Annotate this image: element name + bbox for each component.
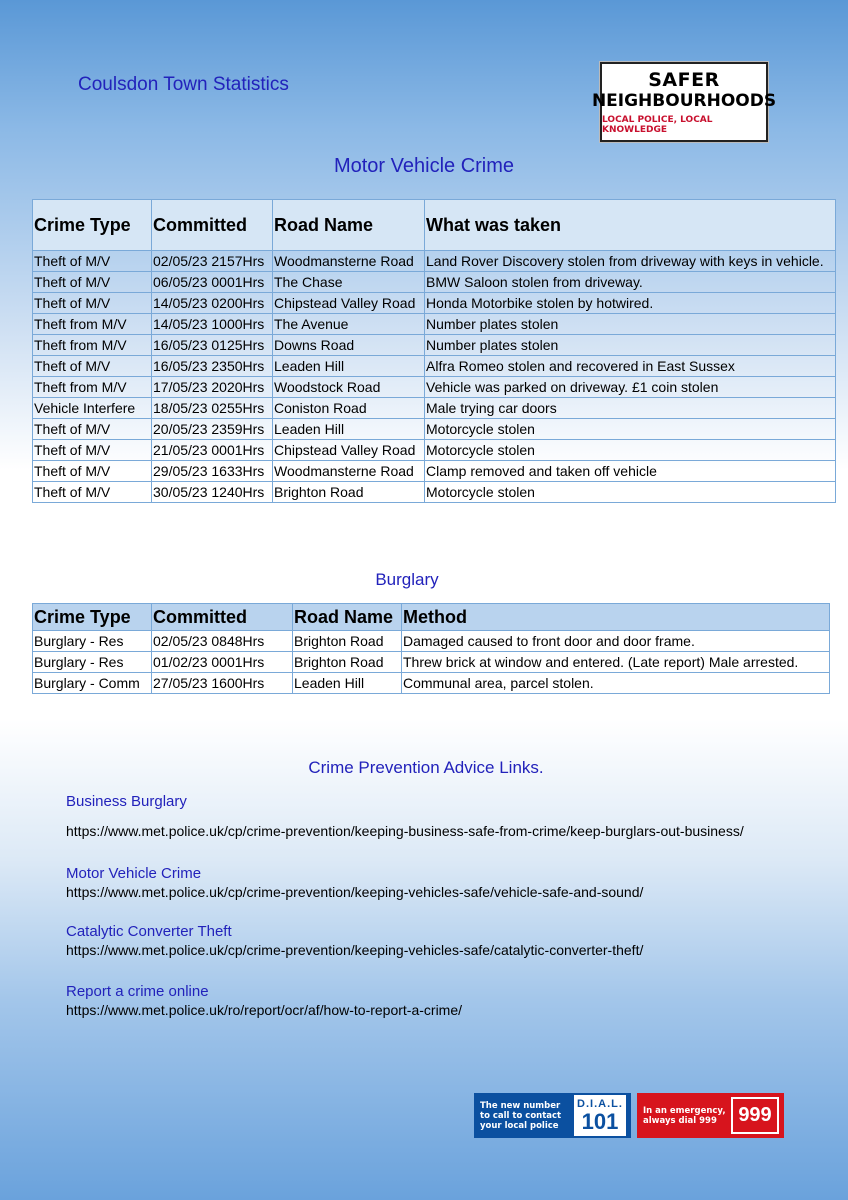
col-header-crime-type: Crime Type [33, 200, 152, 251]
link-url[interactable]: https://www.met.police.uk/cp/crime-prevention/keeping-vehicles-safe/vehicle-safe-and-sound/ [66, 884, 644, 900]
cell: 27/05/23 1600Hrs [152, 673, 293, 694]
cell: Vehicle Interfere [33, 398, 152, 419]
crime-prevention-heading: Crime Prevention Advice Links. [308, 758, 544, 777]
cell: Male trying car doors [425, 398, 836, 419]
cell: Chipstead Valley Road [273, 440, 425, 461]
table-row [33, 440, 836, 461]
col-header-road-name: Road Name [293, 604, 402, 631]
motor-vehicle-heading: Motor Vehicle Crime [333, 155, 515, 177]
cell: Theft of M/V [33, 419, 152, 440]
dial-999-text: In an emergency, always dial 999 [643, 1105, 726, 1126]
table-row [33, 335, 836, 356]
cell: Motorcycle stolen [425, 419, 836, 440]
col-header-committed: Committed [152, 604, 293, 631]
motor-vehicle-table [32, 199, 836, 503]
link-block-report-crime [66, 983, 462, 1018]
logo-line-2: NEIGHBOURHOODS [591, 90, 777, 111]
link-title: Catalytic Converter Theft [66, 923, 232, 940]
cell: 17/05/23 2020Hrs [152, 377, 273, 398]
table-row [33, 652, 830, 673]
burglary-heading: Burglary [375, 570, 439, 589]
cell: BMW Saloon stolen from driveway. [425, 272, 836, 293]
cell: Leaden Hill [273, 356, 425, 377]
table-row [33, 356, 836, 377]
cell: 14/05/23 1000Hrs [152, 314, 273, 335]
cell: Vehicle was parked on driveway. £1 coin stolen [425, 377, 836, 398]
cell: Burglary - Res [33, 631, 152, 652]
cell: Theft from M/V [33, 335, 152, 356]
table-row [33, 272, 836, 293]
cell: Woodmansterne Road [273, 251, 425, 272]
link-title: Business Burglary [66, 793, 187, 810]
cell: Theft of M/V [33, 461, 152, 482]
cell: The Avenue [273, 314, 425, 335]
table-row [33, 631, 830, 652]
logo-line-1: SAFER [648, 68, 720, 91]
col-header-what-was-taken: What was taken [425, 200, 836, 251]
dial-999-banner [637, 1093, 784, 1138]
col-header-road-name: Road Name [273, 200, 425, 251]
table-header-row [33, 200, 836, 251]
cell: 06/05/23 0001Hrs [152, 272, 273, 293]
table-row [33, 251, 836, 272]
cell: Motorcycle stolen [425, 440, 836, 461]
cell: Leaden Hill [293, 673, 402, 694]
col-header-method: Method [402, 604, 830, 631]
link-block-motor-vehicle-crime [66, 865, 643, 900]
cell: Land Rover Discovery stolen from driveway with keys in vehicle. [425, 251, 836, 272]
cell: Alfra Romeo stolen and recovered in East Sussex [425, 356, 836, 377]
cell: Theft of M/V [33, 272, 152, 293]
cell: Honda Motorbike stolen by hotwired. [425, 293, 836, 314]
cell: Woodmansterne Road [273, 461, 425, 482]
table-row [33, 482, 836, 503]
link-block-catalytic-converter [66, 923, 643, 958]
dial-101-banner [474, 1093, 631, 1138]
cell: Brighton Road [273, 482, 425, 503]
cell: Chipstead Valley Road [273, 293, 425, 314]
table-row [33, 398, 836, 419]
cell: 16/05/23 2350Hrs [152, 356, 273, 377]
cell: 20/05/23 2359Hrs [152, 419, 273, 440]
link-url[interactable]: https://www.met.police.uk/cp/crime-prevention/keeping-business-safe-from-crime/keep-burglars-out-business/ [66, 823, 744, 839]
table-row [33, 673, 830, 694]
cell: The Chase [273, 272, 425, 293]
dial-999-number: 999 [731, 1097, 779, 1134]
table-row [33, 461, 836, 482]
cell: 30/05/23 1240Hrs [152, 482, 273, 503]
cell: Damaged caused to front door and door frame. [402, 631, 830, 652]
dial-101-badge [574, 1095, 626, 1136]
cell: Brighton Road [293, 631, 402, 652]
col-header-crime-type: Crime Type [33, 604, 152, 631]
cell: Theft of M/V [33, 440, 152, 461]
cell: 14/05/23 0200Hrs [152, 293, 273, 314]
cell: Theft of M/V [33, 482, 152, 503]
cell: Theft from M/V [33, 377, 152, 398]
cell: Theft of M/V [33, 293, 152, 314]
link-url[interactable]: https://www.met.police.uk/ro/report/ocr/af/how-to-report-a-crime/ [66, 1002, 463, 1018]
link-block-business-burglary [66, 793, 744, 839]
cell: Brighton Road [293, 652, 402, 673]
cell: Burglary - Comm [33, 673, 152, 694]
cell: Burglary - Res [33, 652, 152, 673]
cell: Number plates stolen [425, 335, 836, 356]
cell: 01/02/23 0001Hrs [152, 652, 293, 673]
cell: Theft of M/V [33, 356, 152, 377]
dial-101-text: The new number to call to contact your local police [480, 1100, 562, 1131]
cell: Threw brick at window and entered. (Late report) Male arrested. [402, 652, 830, 673]
safer-neighbourhoods-logo [591, 62, 777, 142]
cell: Leaden Hill [273, 419, 425, 440]
burglary-table [32, 603, 830, 694]
table-row [33, 314, 836, 335]
cell: Communal area, parcel stolen. [402, 673, 830, 694]
page-title: Coulsdon Town Statistics [78, 74, 289, 95]
dial-word: D.I.A.L. [577, 1097, 623, 1110]
link-title: Report a crime online [66, 983, 209, 1000]
link-url[interactable]: https://www.met.police.uk/cp/crime-prevention/keeping-vehicles-safe/catalytic-converter-theft/ [66, 942, 644, 958]
dial-101-number: 101 [581, 1108, 619, 1134]
cell: Motorcycle stolen [425, 482, 836, 503]
cell: Clamp removed and taken off vehicle [425, 461, 836, 482]
cell: 21/05/23 0001Hrs [152, 440, 273, 461]
cell: Theft from M/V [33, 314, 152, 335]
cell: Downs Road [273, 335, 425, 356]
table-row [33, 419, 836, 440]
cell: 29/05/23 1633Hrs [152, 461, 273, 482]
cell: 02/05/23 0848Hrs [152, 631, 293, 652]
cell: 02/05/23 2157Hrs [152, 251, 273, 272]
cell: Coniston Road [273, 398, 425, 419]
table-row [33, 377, 836, 398]
cell: Theft of M/V [33, 251, 152, 272]
logo-tagline: LOCAL POLICE, LOCAL KNOWLEDGE [602, 114, 713, 135]
link-title: Motor Vehicle Crime [66, 865, 202, 882]
col-header-committed: Committed [152, 200, 273, 251]
cell: Woodstock Road [273, 377, 425, 398]
cell: 18/05/23 0255Hrs [152, 398, 273, 419]
table-row [33, 293, 836, 314]
table-header-row [33, 604, 830, 631]
cell: 16/05/23 0125Hrs [152, 335, 273, 356]
cell: Number plates stolen [425, 314, 836, 335]
